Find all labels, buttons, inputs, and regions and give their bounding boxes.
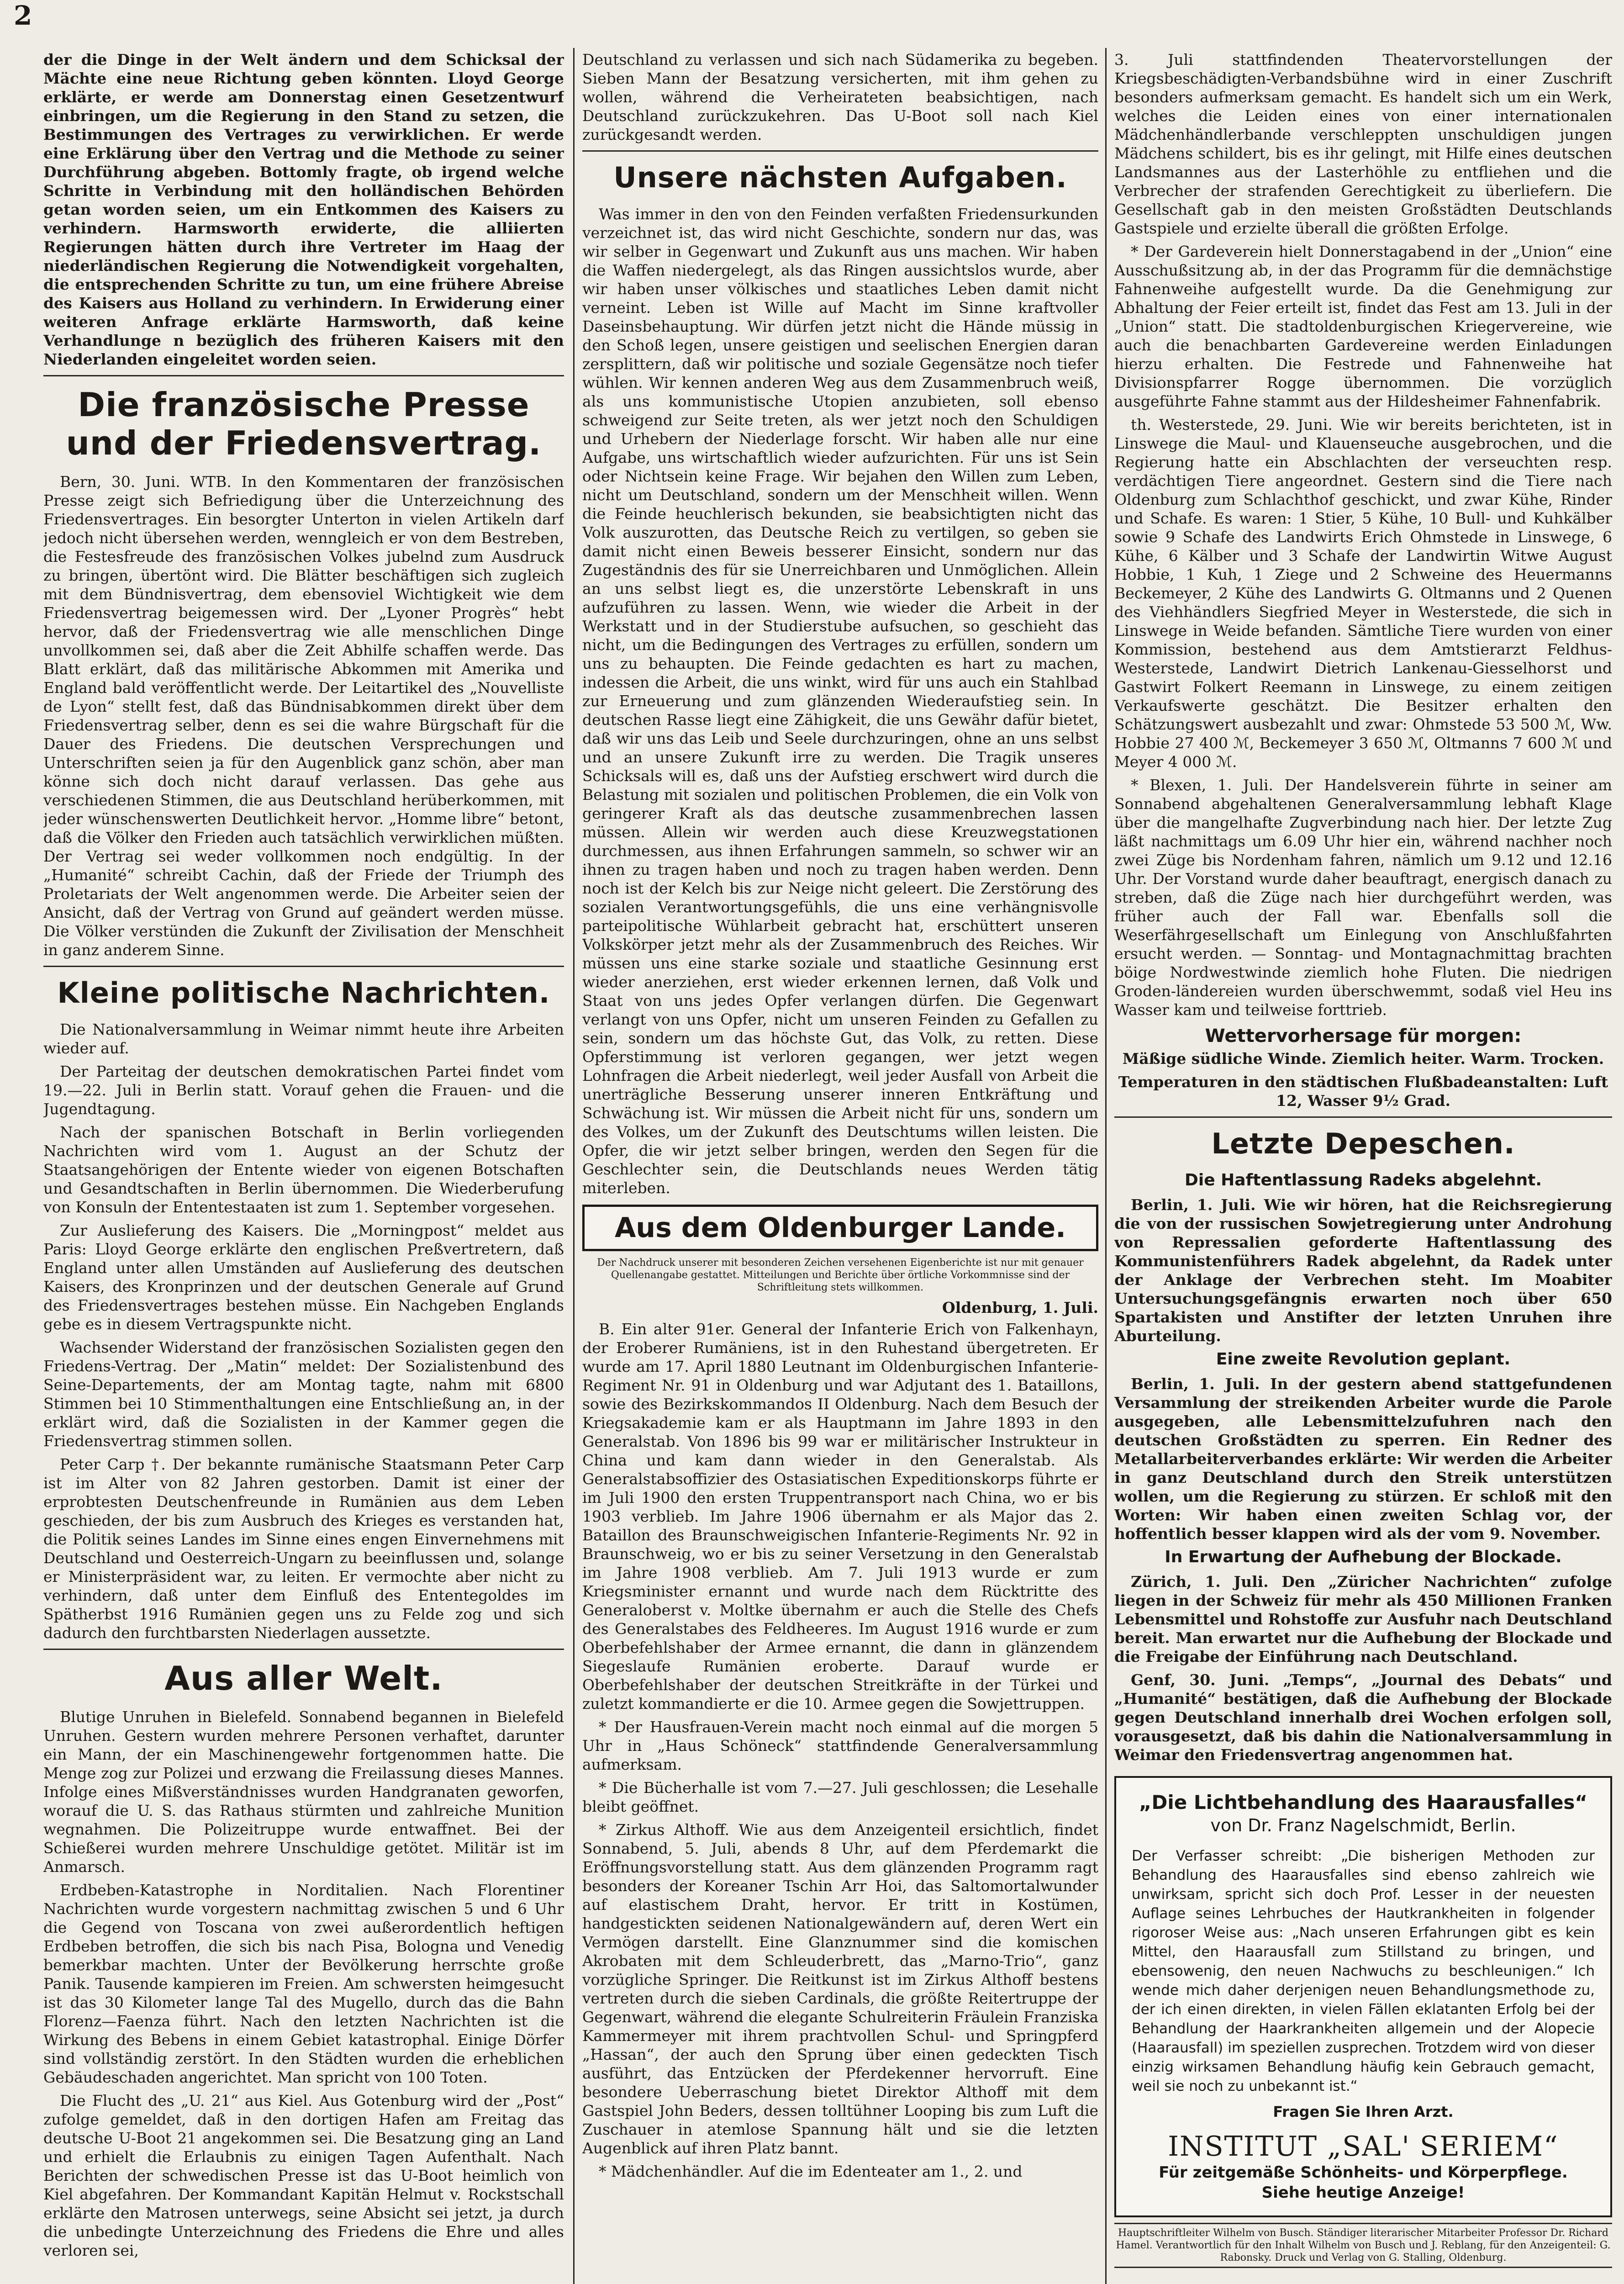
column-left — [43, 50, 564, 2284]
news-item: Die Nationalversammlung in Weimar nimmt heute ihre Arbeiten wieder auf. — [43, 1020, 564, 1057]
column-rule — [573, 48, 575, 2284]
dateline: Oldenburg, 1. Juli. — [942, 1299, 1098, 1316]
divider — [43, 375, 564, 376]
news-item: Die Flucht des „U. 21“ aus Kiel. Aus Gotenburg wird der „Post“ zufolge gemeldet, daß in den dortigen Hafen am Freitag das deutsche U-Boot 21 angekommen sei. Die Besatzung ging an Land und erhielt die Erlaubnis zu einigen Tagen Aufenthalt. Nach Berichten der schwedischen Presse ist das U-Boot heimlich von Kiel abgefahren. Der Kommandant Kapitän Helmut v. Rockstschall erklärte den Matrosen unterwegs, seine Absicht sei jetzt, ja durch die unbedingte Unterzeichnung des Friedens die Ehre und alles verloren sei, — [43, 2092, 564, 2259]
news-item: * Der Gardeverein hielt Donnerstagabend in der „Union“ eine Ausschußsitzung ab, in der das Programm für die demnächstige Fahnenweihe aufgestellt wurde. Da die Genehmigung zur Abhaltung der Feier erteilt ist, findet das Fest am 13. Juli in der „Union“ statt. Die stadtoldenburgischen Kriegervereine, wie auch die benachbarten Gardevereine werden Einladungen hierzu erhalten. Die Festrede und Fahnenweihe hat Divisionspfarrer Rogge übernommen. Die vorzüglich ausgeführte Fahne stammt aus der Hildesheimer Fahnenfabrik. — [1114, 243, 1612, 410]
article-continuation: 3. Juli stattfindenden Theatervorstellungen der Kriegsbeschädigten-Verbandsbühne wird in einer Zuschrift besonders aufmerksam gemacht. Es handelt sich um ein Werk, welches die Leiden eines von einer internationalen Mädchenhändlerbande verschleppten unschuldigen jungen Mädchens schildert, bis es ihr gelingt, mit Hilfe eines deutschen Landsmannes aus der Lasterhöhle zu entfliehen und die Verbrecher der strafenden Gerechtigkeit zu überliefern. Die Gesellschaft gab in den meisten Großstädten Deutschlands Gastspiele und erzielte überall die größten Erfolge. — [1114, 51, 1612, 237]
subheading: In Erwartung der Aufhebung der Blockade. — [1165, 1548, 1562, 1566]
divider — [582, 150, 1098, 152]
ad-text: Der Verfasser schreibt: „Die bisherigen Methoden zur Behandlung des Haarausfalles sind ebenso zahlreich wie unwirksam, spricht sich doch Prof. Lesser in der neuesten Auflage seines Lehrbuches der Hautkrankheiten in folgender rigoroser Weise aus: „Nach unseren Erfahrungen gibt es kein Mittel, den Haarausfall zum Stillstand zu bringen, und ebensowenig, den neuen Nachwuchs zu beschleunigen.“ Ich wende mich daher derjenigen neuen Behandlungsmethode zu, der ich einen direkten, in vielen Fällen eklatanten Erfolg bei der Behandlung der Haarkrankheiten allgemein und der Alopecie (Haarausfall) im speziellen zusprechen. Trotzdem wird von dieser einzig wirksamen Behandlung häufig kein Gebrauch gemacht, weil sie noch zu unbekannt ist.“ — [1132, 1848, 1595, 2094]
column-right — [1114, 50, 1612, 2284]
news-item: * Der Hausfrauen-Verein macht noch einmal auf die morgen 5 Uhr in „Haus Schöneck“ stattfindende Generalversammlung aufmerksam. — [582, 1718, 1098, 1773]
news-item: Genf, 30. Juni. „Temps“, „Journal des Debats“ und „Humanité“ bestätigen, daß die Aufhebung der Blockade gegen Deutschland innerhalb drei Wochen erfolgen soll, vorausgesetzt, daß bis dahin die Nationalversammlung in Weimar den Friedensvertrag angenommen hat. — [1114, 1671, 1612, 1764]
news-item: Der Parteitag der deutschen demokratischen Partei findet vom 19.—22. Juli in Berlin statt. Vorauf gehen die Frauen- und die Jugendtagung. — [43, 1063, 564, 1118]
news-item: Zürich, 1. Juli. Den „Züricher Nachrichten“ zufolge liegen in der Schweiz für mehr als 450 Millionen Franken Lebensmittel und Rohstoffe zur Ausfuhr nach Deutschland bereit. Man erwartet nur die Aufhebung der Blockade und die Freigabe der Einführung nach Deutschland. — [1114, 1573, 1612, 1665]
subheading: Die Haftentlassung Radeks abgelehnt. — [1184, 1171, 1542, 1190]
news-item: Blutige Unruhen in Bielefeld. Sonnabend begannen in Bielefeld Unruhen. Gestern wurden mehrere Personen verhaftet, darunter ein Mann, der ein Maschinengewehr fortgenommen hatte. Die Menge zog zur Polizei und erzwang die Freilassung dieses Mannes. Infolge eines Mißverständnisses wurden Handgranaten geworfen, worauf die U. S. das Rathaus stürmten und zahlreiche Munition wegnahmen. Die Polizeitruppe wurde entwaffnet. Bei der Schießerei wurden mehrere Unschuldige getötet. Militär ist im Anmarsch. — [43, 1708, 564, 1876]
column-rule — [1105, 48, 1107, 2284]
news-item: Zur Auslieferung des Kaisers. Die „Morningpost“ meldet aus Paris: Lloyd George erklärte den englischen Preßvertretern, daß England unter allen Umständen auf Auslieferung des deutschen Kaisers, des Kronprinzen und der deutschen Generale auf Grund des Friedensvertrages bestehen müsse. Ein Nachgeben Englands gebe es in diesem Vertragspunkte nicht. — [43, 1221, 564, 1333]
news-item: Nach der spanischen Botschaft in Berlin vorliegenden Nachrichten wird vom 1. August an der Schutz der Staatsangehörigen der Entente wieder von eigenen Botschaften und Gesandtschaften in Berlin übernommen. Die Wiederberufung von Konsuln der Ententestaaten ist zum 1. September vorgesehen. — [43, 1123, 564, 1216]
news-item: * Blexen, 1. Juli. Der Handelsverein führte in seiner am Sonnabend abgehaltenen Generalversammlung lebhaft Klage über die mangelhafte Zugverbindung nach hier. Der letzte Zug läßt nachmittags um 6.09 Uhr hier ein, während nachher noch zwei Züge bis Nordenham fahren, nämlich um 9.12 und 12.16 Uhr. Der Vorstand wurde daher beauftragt, energisch danach zu streben, daß die Züge nach hier durchgeführt werden, was früher auch der Fall war. Ebenfalls soll die Weserfährgesellschaft um Einlegung von Anschlußfahrten ersucht werden. — Sonntag- und Montagnachmittag brachten böige Nordwestwinde ziemlich hohe Fluten. Die niedrigen Groden-ländereien wurden überschwemmt, sodaß viel Heu ins Wasser kam und teilweise forttrieb. — [1114, 776, 1612, 1019]
ad-subtitle: Für zeitgemäße Schönheits- und Körperpflege. — [1159, 2163, 1568, 2182]
weather-heading: Wettervorhersage für morgen: — [1205, 1026, 1522, 1047]
ad-ask: Fragen Sie Ihren Arzt. — [1273, 2103, 1454, 2120]
divider — [43, 966, 564, 967]
headline-aufgaben: Unsere nächsten Aufgaben. — [613, 161, 1067, 194]
headline-depeschen: Letzte Depeschen. — [1211, 1127, 1515, 1160]
news-item: Peter Carp †. Der bekannte rumänische Staatsmann Peter Carp ist im Alter von 82 Jahren gestorben. Damit ist einer der erprobtesten Deutschenfreunde in Rumänien aus dem Leben geschieden, der bis zum Ausbruch des Krieges es verstanden hat, die Politik seines Landes im Sinne eines engen Einvernehmens mit Deutschland und Oesterreich-Ungarn zu beeinflussen und, solange er Ministerpräsident war, zu leiten. Er vermochte aber nicht zu verhindern, daß unter dem Einfluß des Ententegoldes im Spätherbst 1916 Rumänien gegen uns zu Felde zog und sich dadurch den furchtbarsten Niederlagen aussetzte. — [43, 1455, 564, 1642]
weather-forecast: Mäßige südliche Winde. Ziemlich heiter. Warm. Trocken. — [1122, 1050, 1604, 1068]
advertisement — [1114, 1776, 1612, 2217]
ad-title: „Die Lichtbehandlung des Haarausfalles“ — [1139, 1791, 1588, 1813]
divider — [1114, 1116, 1612, 1118]
article-continuation: Deutschland zu verlassen und sich nach Südamerika zu begeben. Sieben Mann der Besatzung versicherten, mit ihm gehen zu wollen, während die Verheirateten beabsichtigen, nach Deutschland zurückzukehren. Das U-Boot soll nach Kiel zurückgesandt werden. — [582, 51, 1098, 143]
section-header-oldenburg: Aus dem Oldenburger Lande. — [582, 1205, 1098, 1251]
divider — [43, 1649, 564, 1650]
news-item: Erdbeben-Katastrophe in Norditalien. Nach Florentiner Nachrichten wurde vorgestern nachmittag zwischen 5 und 6 Uhr die Gegend von Toscana von zwei außerordentlich heftigen Erdbeben betroffen, die sich bis nach Pisa, Bologna und Venedig bemerkbar machten. Unter der Bevölkerung herrschte große Panik. Tausende kampieren im Freien. Am schwersten heimgesucht ist das 30 Kilometer lange Tal des Mugello, durch das die Bahn Florenz—Faenza führt. Nach den letzten Nachrichten ist die Wirkung des Bebens in einem Gebiet katastrophal. Einige Dörfer sind vollständig zerstört. In den Städten wurden die erheblichen Gebäudeschaden angerichtet. Man spricht von 100 Toten. — [43, 1881, 564, 2086]
ad-author: von Dr. Franz Nagelschmidt, Berlin. — [1210, 1815, 1516, 1835]
page-number: 2 — [14, 0, 32, 31]
headline-welt: Aus aller Welt. — [164, 1659, 443, 1697]
subheading: Eine zweite Revolution geplant. — [1216, 1350, 1511, 1369]
news-item: B. Ein alter 91er. General der Infanterie Erich von Falkenhayn, der Eroberer Rumäniens, ist in den Ruhestand übergetreten. Er wurde am 17. April 1880 Leutnant im Oldenburgischen Infanterie-Regiment Nr. 91 in Oldenburg und war Adjutant des 1. Bataillons, sowie des Bezirkskommandos II Oldenburg. Nach dem Besuch der Kriegsakademie kam er als Hauptmann im Jahre 1893 in den Generalstab. Von 1896 bis 99 war er militärischer Instrukteur in China und kam dann wieder in den Generalstab. Als Generalstabsoffizier des Ostasiatischen Expeditionskorps führte er im Juli 1900 den ersten Truppentransport nach China, wo er bis 1903 verblieb. Im Jahre 1906 übernahm er als Major das 2. Bataillon des Braunschweigischen Infanterie-Regiments Nr. 92 in Braunschweig, wo er bis zu seiner Versetzung in den Generalstab im Jahre 1908 verblieb. Am 7. Juli 1913 wurde er zum Kriegsminister ernannt und wurde nach dem Rücktritte des Generaloberst v. Moltke übernahm er auch die Stelle des Chefs des Generalstabes des Feldheeres. Im August 1916 wurde er zum Oberbefehlshaber der Armee ernannt, die dann in glänzendem Siegeslaufe Rumänien eroberte. Darauf wurde er Oberbefehlshaber der deutschen Streitkräfte in der Türkei und zuletzt kommandierte er die 10. Armee gegen die Sowjettruppen. — [582, 1320, 1098, 1713]
article-continuation: der die Dinge in der Welt ändern und dem Schicksal der Mächte eine neue Richtung geben könnten. Lloyd George erklärte, er werde am Donnerstag einen Gesetzentwurf einbringen, um die Regierung in den Stand zu setzen, die Bestimmungen des Vertrages zu verwirklichen. Er werde eine Erklärung über den Vertrag und die Methode zu seiner Durchführung abgeben. Bottomly fragte, ob irgend welche Schritte in Verbindung mit den holländischen Behörden getan worden seien, um ein Entkommen des Kaisers zu verhindern. Harmsworth erwiderte, die alliierten Regierungen hätten durch ihre Vertreter im Haag der niederländischen Regierung die Notwendigkeit vorgehalten, die entsprechenden Schritte zu tun, um eine frühere Abreise des Kaisers aus Holland zu verhindern. In Erwiderung einer weiteren Anfrage erklärte Harmsworth, daß keine Verhandlunge n bezüglich des früheren Kaisers mit den Niederlanden eingeleitet worden seien. — [43, 51, 564, 368]
section-note: Der Nachdruck unserer mit besonderen Zeichen versehenen Eigenberichte ist nur mit genauer Quellenangabe gestattet. Mitteilungen und Berichte über örtliche Vorkommnisse sind der Schriftleitung stets willkommen. — [597, 1257, 1084, 1293]
ad-institute: INSTITUT „SAL' SERIEM“ — [1168, 2131, 1559, 2162]
news-item: * Zirkus Althoff. Wie aus dem Anzeigenteil ersichtlich, findet Sonnabend, 5. Juli, abends 8 Uhr, auf dem Pferdemarkt die Eröffnungsvorstellung statt. Aus dem glänzenden Programm ragt besonders der Koreaner Tschin Arr Hoi, das Saltomortalwunder auf elastischem Draht, hervor. Er tritt in Kostümen, handgestickten seidenen Nationalgewändern auf, deren Wert ein Vermögen darstellt. Eine Glanznummer sind die komischen Akrobaten mit dem Schleuderbrett, das „Marno-Trio“, ganz vorzügliche Springer. Die Reitkunst ist im Zirkus Althoff bestens vertreten durch die sieben Cardinals, die größte Reitertruppe der Gegenwart, während die elegante Schulreiterin Fräulein Franziska Kammermeyer mit ihrem prachtvollen Schul- und Springpferd „Hassan“, der auch den Sprung über einen gedeckten Tisch ausführt, das Entzücken der Pferdekenner hervorruft. Eine besondere Ueberraschung bietet Direktor Althoff mit dem Gastspiel John Beders, dessen tolltühner Looping bis zum Luft die Zuschauer in atemlose Spannung hält und sie die letzten Augenblick auf ihren Platz bannt. — [582, 1821, 1098, 2157]
news-item: th. Westerstede, 29. Juni. Wie wir bereits berichteten, ist in Linswege die Maul- und Klauenseuche ausgebrochen, und die Regierung hatte ein Abschlachten der verseuchten resp. verdächtigen Tiere angeordnet. Gestern sind die Tiere nach Oldenburg zum Schlachthof geschickt, und zwar Kühe, Rinder und Schafe. Es waren: 1 Stier, 5 Kühe, 10 Bull- und Kuhkälber sowie 9 Schafe des Landwirts Erich Ohmstede in Linswege, 6 Kühe, 6 Kälber und 3 Schafe der Landwirtin Witwe August Hobbie, 1 Kuh, 1 Ziege und 2 Schweine des Heuermanns Beckemeyer, 2 Kühe des Landwirts G. Oltmanns und 2 Quenen des Viehhändlers Siegfried Meyer in Westerstede, die sich in Linswege in Weide befanden. Sämtliche Tiere wurden von einer Kommission, bestehend aus dem Amtstierarzt Feldhus-Westerstede, Landwirt Dietrich Lankenau-Giesselhorst und Gastwirt Folkert Reemann in Linswege, zu einem zeitigen Verkaufswerte geschätzt. Die Besitzer erhalten den Schätzungswert ausbezahlt und zwar: Ohmstede 53 500 ℳ, Ww. Hobbie 27 400 ℳ, Beckemeyer 3 650 ℳ, Oltmanns 7 600 ℳ und Meyer 4 000 ℳ. — [1114, 416, 1612, 771]
article-paragraph: Was immer in den von den Feinden verfaßten Friedensurkunden verzeichnet ist, das wird nicht Geschichte, sondern nur das, was wir selber in Gegenwart und Zukunft aus uns machen. Wir haben die Waffen niedergelegt, als das Ringen aussichtslos wurde, aber wir haben unser völkisches und staatliches Leben damit nicht verneint. Leben ist Wille auf Macht im Sinne kraftvoller Daseinsbehauptung. Wir dürfen jetzt nicht die Hände müssig in den Schoß legen, unsere geistigen und seelischen Energien daran zersplittern, daß wir politische und soziale Gegensätze noch tiefer wühlen. Wir kennen anderen Weg aus dem Zusammenbruch weiß, als uns kommunistische Utopien anzubieten, soll ebenso schweigend zur Seite treten, als wer jetzt noch den Schuldigen und Urhebern der Niederlage forscht. Wir haben alle nur eine Aufgabe, uns wirtschaftlich wieder aufzurichten. Für uns ist Sein oder Nichtsein keine Frage. Wir bejahen den Willen zum Leben, nicht um Deutschland, sondern um der Menschheit willen. Wenn die Feinde heuchlerisch bekunden, sie beabsichtigten nicht das Volk auszurotten, das Deutsche Reich zu vertilgen, so geben sie damit nicht einen Beweis besserer Einsicht, sondern nur das Zugeständnis des für sie Unerreichbaren und Unmöglichen. Allein an uns selbst liegt es, die unzerstörte Lebenskraft in uns aufzuführen zu lassen. Wenn, wie wieder die Arbeit in der Werkstatt und in der Studierstube aufsuchen, so geschieht das nicht, um die Bedingungen des Vertrages zu erfüllen, sondern um uns zu behaupten. Die Feinde gedachten es hart zu machen, indessen die Arbeit, die uns winkt, wird für uns auch ein Stahlbad zur Erneuerung und zum glänzenden Wiederaufstieg sein. In deutschen Rasse liegt eine Zähigkeit, die uns Gewähr dafür bietet, daß wir uns das Leib und Seele durchzuringen, ohne an uns selbst und an unsere Zukunft irre zu werden. Die Tragik unseres Schicksals will es, daß uns der Aufstieg erschwert wird durch die Belastung mit sozialen und politischen Problemen, die ein Volk von geringerer Kraft als das deutsche zusammenbrechen lassen müssen. Allein wir werden auch diese Kreuzwegstationen durchmessen, aus ihnen Erfahrungen sammeln, so schwer wir an ihnen zu tragen haben und noch zu tragen haben werden. Denn noch ist der Kelch bis zur Neige nicht geleert. Die Zerstörung des sozialen Verantwortungsgefühls, die uns eine verhängnisvolle parteipolitische Wühlarbeit gebracht hat, erschüttert unseren Volkskörper jetzt mehr als der Zusammenbruch des Reiches. Wir müssen uns eine starke soziale und staatliche Gesinnung erst wieder anerziehen, erst wieder erkennen lernen, daß Volk und Staat von uns jedes Opfer verlangen dürfen. Die Gegenwart verlangt von uns Opfer, nicht um unseren Feinden zu Gefallen zu sein, sondern um das höchste Gut, das Volk, zu retten. Diese Opferstimmung ist verloren gegangen, wer jetzt wegen Lohnfragen die Arbeit niederlegt, weil jeder Ausfall von Arbeit die unerträgliche Besserung unserer inneren Entkräftung und Schwächung ist. Wir müssen die Arbeit nicht für uns, sondern um des Volkes, um der Zukunft des Deutschtums willen leisten. Die Opfer, die wir jetzt selber bringen, werden den Segen für die Geschlechter sein, die Deutschlands neues Werden tätig miterleben. — [582, 205, 1098, 1197]
news-item: * Mädchenhändler. Auf die im Edenteater am 1., 2. und — [599, 2162, 1023, 2180]
column-middle — [582, 50, 1098, 2284]
bath-temperatures: Temperaturen in den städtischen Flußbadeanstalten: Luft 12, Wasser 9½ Grad. — [1118, 1073, 1608, 1110]
headline-presse: Die französische Presse und der Friedensvertrag. — [66, 386, 542, 462]
headline-politik: Kleine politische Nachrichten. — [57, 976, 550, 1010]
article-paragraph: Bern, 30. Juni. WTB. In den Kommentaren der französischen Presse zeigt sich Befriedigung über die Unterzeichnung des Friedensvertrages. Ein besorgter Unterton in vielen Artikeln darf jedoch nicht übersehen werden, wenngleich er von dem Bestreben, die Festesfreude des französischen Volkes jubelnd zum Ausdruck zu bringen, übertönt wird. Die Blätter beschäftigen sich zugleich mit dem Bündnisvertrag, dem ebensoviel Wichtigkeit wie dem Friedensvertrag beigemessen wird. Der „Lyoner Progrès“ hebt hervor, daß der Friedensvertrag wie alle menschlichen Dinge unvollkommen sei, daß aber die Zeit Abhilfe schaffen werde. Das Blatt erklärt, daß das militärische Abkommen mit Amerika und England bald veröffentlicht werde. Der Leitartikel des „Nouvelliste de Lyon“ stellt fest, daß das Bündnisabkommen direkt über dem Friedensvertrag selber, denn es sei die wahre Bürgschaft für die Dauer des Friedens. Die deutschen Versprechungen und Unterschriften seien ja für den Augenblick ganz schön, aber man könne sich doch nicht darauf verlassen. Das gehe aus verschiedenen Stimmen, die aus Deutschland herüberkommen, mit jeder wünschenswerten Deutlichkeit hervor. „Homme libre“ betont, daß die Völker den Frieden auch tatsächlich verwirklichen müßten. Der Vertrag sei weder vollkommen noch endgültig. In der „Humanité“ schreibt Cachin, daß der Friede der Triumph des Proletariats der Welt angenommen werde. Die Arbeiter seien der Ansicht, daß der Vertrag von Grund auf geändert werden müsse. Die Völker verstünden die Zukunft der Zivilisation der Menschheit in ganz anderem Sinne. — [43, 473, 564, 959]
news-item: Wachsender Widerstand der französischen Sozialisten gegen den Friedens-Vertrag. Der „Matin“ meldet: Der Sozialistenbund des Seine-Departements, der am Montag tagte, nahm mit 6800 Stimmen bei 10 Stimmenthaltungen eine Entschließung an, in der erklärt wird, daß die Sozialisten in der Kammer gegen die Friedensvertrag stimmen sollen. — [43, 1338, 564, 1450]
ad-reference: Siehe heutige Anzeige! — [1261, 2184, 1465, 2202]
news-item: Berlin, 1. Juli. In der gestern abend stattgefundenen Versammlung der streikenden Arbeiter wurde die Parole ausgegeben, alle Lebensmittelzufuhren nach den deutschen Großstädten zu sperren. Ein Redner des Metallarbeiterverbandes erklärte: Wir werden die Arbeiter in ganz Deutschland durch den Streik unterstützen wollen, um die Regierung zu stürzen. Er schloß mit den Worten: Wir haben einen zweiten Schlag vor, der hoffentlich besser klappen wird als der vom 9. November. — [1114, 1375, 1612, 1543]
news-item: Berlin, 1. Juli. Wie wir hören, hat die Reichsregierung die von der russischen Sowjetregierung unter Androhung von Repressalien geforderte Haftentlassung des Kommunistenführers Radek abgelehnt, da Radek unter der Anklage der Verbrechen steht. Im Moabiter Untersuchungsgefängnis erwarten noch über 650 Spartakisten und Anstifter der letzten Unruhen ihre Aburteilung. — [1114, 1196, 1612, 1345]
imprint: Hauptschriftleiter Wilhelm von Busch. Ständiger literarischer Mitarbeiter Professor Dr. Richard Hamel. Verantwortlich für den Inhalt Wilhelm von Busch und J. Reblang, für den Anzeigenteil: G. Rabonsky. Druck und Verlag von G. Stalling, Oldenburg. — [1114, 2223, 1612, 2268]
news-item: * Die Bücherhalle ist vom 7.—27. Juli geschlossen; die Lesehalle bleibt geöffnet. — [582, 1779, 1098, 1815]
